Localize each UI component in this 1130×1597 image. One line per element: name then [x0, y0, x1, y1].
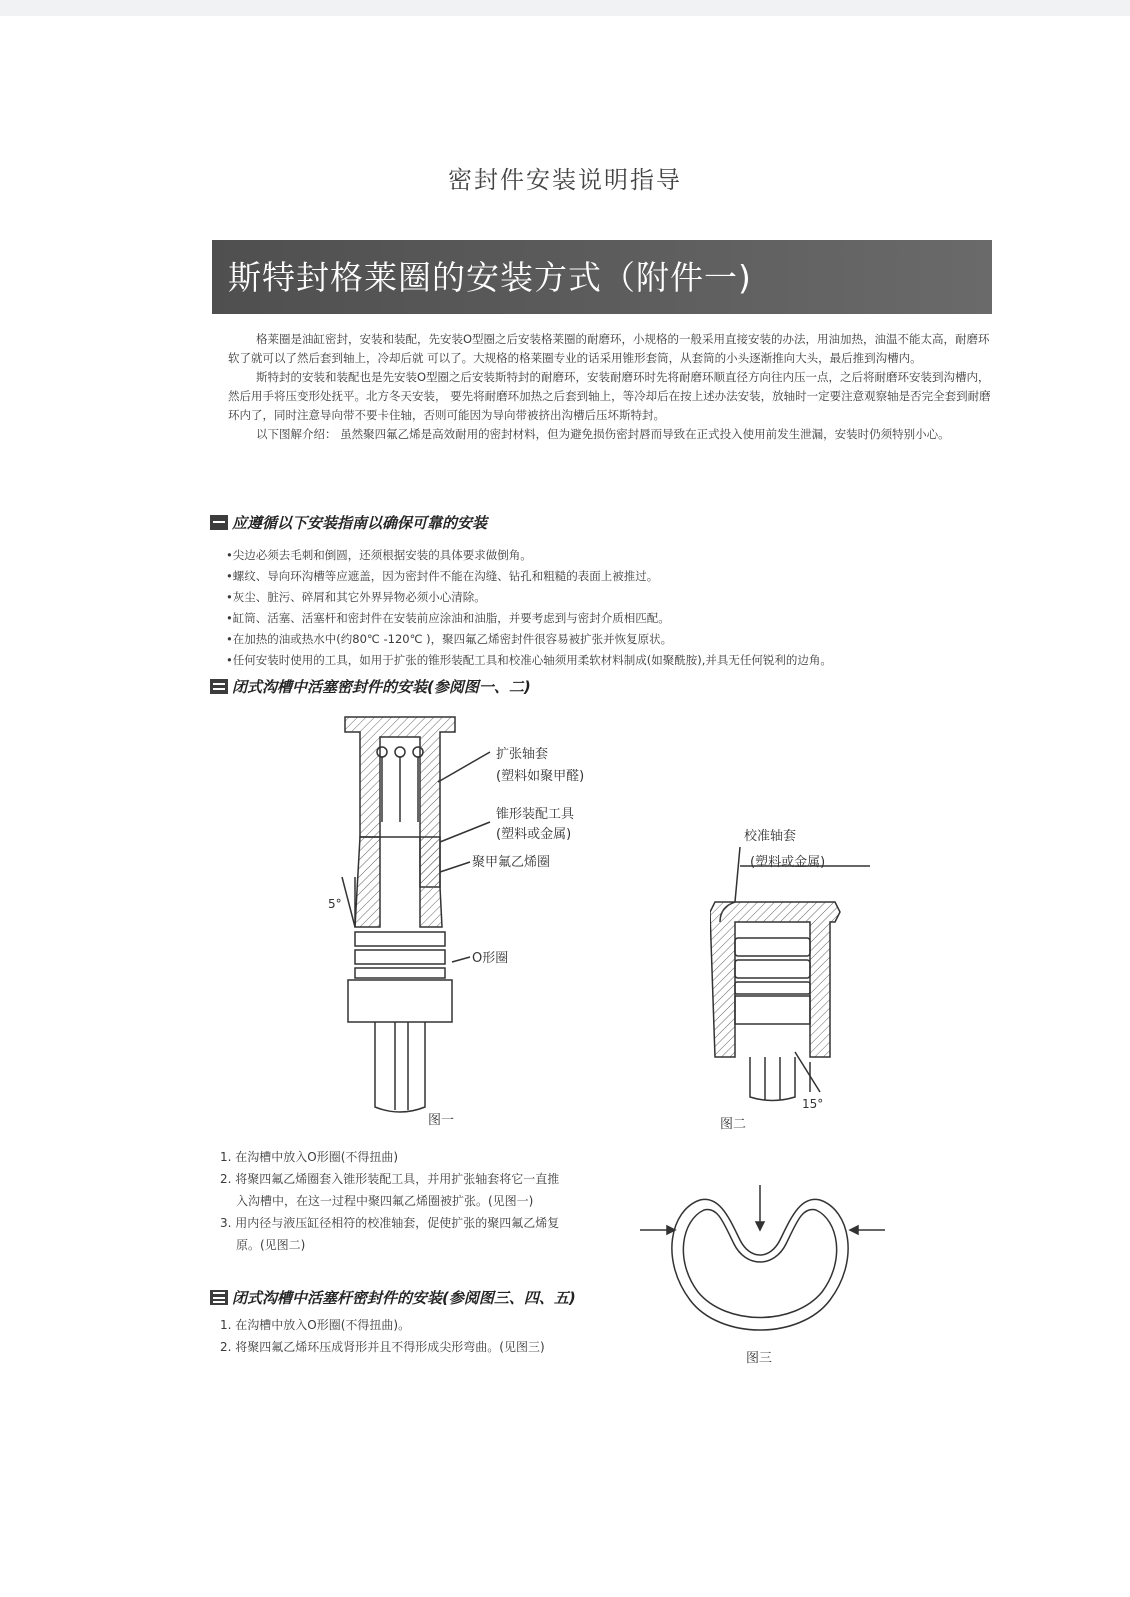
list-item: 3. 用内径与液压缸径相符的校准轴套，促使扩张的聚四氟乙烯复 — [220, 1216, 560, 1230]
fig3-caption: 图三 — [746, 1351, 773, 1366]
fig1-angle: 5° — [328, 897, 342, 911]
fig1-label-sleeve: 扩张轴套 — [496, 747, 549, 762]
list-item: 入沟槽中，在这一过程中聚四氟乙烯圈被扩张。(见图一) — [236, 1194, 534, 1208]
fig1-label-oring: O形圈 — [472, 951, 509, 966]
list-item: 1. 在沟槽中放入O形圈(不得扭曲)。 — [220, 1318, 411, 1332]
list-item: •螺纹、导向环沟槽等应遮盖，因为密封件不能在沟缝、钻孔和粗糙的表面上被推过。 — [226, 569, 659, 583]
section2-heading — [210, 676, 531, 697]
section-number-two-icon — [210, 679, 228, 694]
intro-paragraph: 斯特封的安装和装配也是先安装O型圈之后安装斯特封的耐磨环，安装耐磨环时先将耐磨环顺直径方向往内压一点，之后将耐磨环安装到沟槽内，然后用手将压变形处抚平。北方冬天安装， 要先将耐磨环加热之后套到轴上，等冷却后在按上述办法安装，放轴时一定要注意观察轴是否完全套到耐磨环内了，同时注意导向带不要卡住轴，否则可能因为导向带被挤出沟槽后压坏斯特封。 — [228, 370, 991, 422]
section3-steps — [220, 1314, 620, 1358]
scan-top-edge — [0, 0, 1130, 16]
list-item: •灰尘、脏污、碎屑和其它外界异物必须小心清除。 — [226, 590, 486, 604]
fig1-label-sleeve-material: (塑料如聚甲醛) — [496, 769, 585, 784]
intro-paragraph: 格莱圈是油缸密封，安装和装配，先安装O型圈之后安装格莱圈的耐磨环，小规格的一般采用直接安装的办法，用油加热，油温不能太高，耐磨环软了就可以了然后套到轴上，冷却后就 可以了。大规格的格莱圈专业的话采用锥形套筒，从套筒的小头逐渐推向大头，最后推到沟槽内。 — [228, 332, 990, 365]
section3-heading-text: 闭式沟槽中活塞杆密封件的安装(参阅图三、四、五) — [232, 1289, 576, 1307]
section1-heading — [210, 512, 487, 533]
fig1-caption: 图一 — [428, 1113, 455, 1128]
guideline-list — [226, 545, 986, 671]
fig2-label-calibration: 校准轴套 — [744, 829, 797, 844]
figure-3-diagram — [640, 1180, 900, 1370]
fig1-label-cone: 锥形装配工具 — [496, 807, 575, 822]
list-item: •任何安装时使用的工具，如用于扩张的锥形装配工具和校准心轴须用柔软材料制成(如聚酰胺),并具无任何锐利的边角。 — [226, 653, 832, 667]
section-number-one-icon — [210, 515, 228, 530]
list-item: 2. 将聚四氟乙烯圈套入锥形装配工具，并用扩张轴套将它一直推 — [220, 1172, 560, 1186]
fig2-angle: 15° — [802, 1097, 824, 1111]
list-item: 1. 在沟槽中放入O形圈(不得扭曲) — [220, 1150, 399, 1164]
banner-title: 斯特封格莱圈的安装方式（附件一) — [228, 258, 752, 297]
title-banner — [212, 240, 992, 314]
fig2-caption: 图二 — [720, 1117, 747, 1132]
section3-heading — [210, 1287, 576, 1308]
fig1-label-cone-material: (塑料或金属) — [496, 827, 572, 842]
figure-1-diagram — [320, 712, 620, 1132]
section1-heading-text: 应遵循以下安装指南以确保可靠的安装 — [232, 514, 488, 532]
list-item: •在加热的油或热水中(约80℃ -120℃ )，聚四氟乙烯密封件很容易被扩张并恢复原状。 — [226, 632, 673, 646]
section-number-three-icon — [210, 1290, 228, 1305]
intro-text — [228, 330, 992, 444]
document-title: 密封件安装说明指导 — [448, 166, 682, 194]
section2-steps — [220, 1146, 620, 1256]
list-item: 原。(见图二) — [236, 1238, 306, 1252]
list-item: 2. 将聚四氟乙烯环压成肾形并且不得形成尖形弯曲。(见图三) — [220, 1340, 545, 1354]
list-item: •尖边必须去毛刺和倒圆，还须根据安装的具体要求做倒角。 — [226, 548, 532, 562]
intro-paragraph: 以下图解介绍： 虽然聚四氟乙烯是高效耐用的密封材料，但为避免损伤密封唇而导致在正式投入使用前发生泄漏，安装时仍须特别小心。 — [256, 427, 950, 441]
fig2-label-calibration-material: (塑料或金属) — [750, 855, 826, 870]
section2-heading-text: 闭式沟槽中活塞密封件的安装(参阅图一、二) — [232, 678, 531, 696]
list-item: •缸筒、活塞、活塞杆和密封件在安装前应涂油和油脂，并要考虑到与密封介质相匹配。 — [226, 611, 670, 625]
fig1-label-ptfe: 聚甲氟乙烯圈 — [472, 855, 551, 870]
figure-2-diagram — [710, 822, 910, 1134]
